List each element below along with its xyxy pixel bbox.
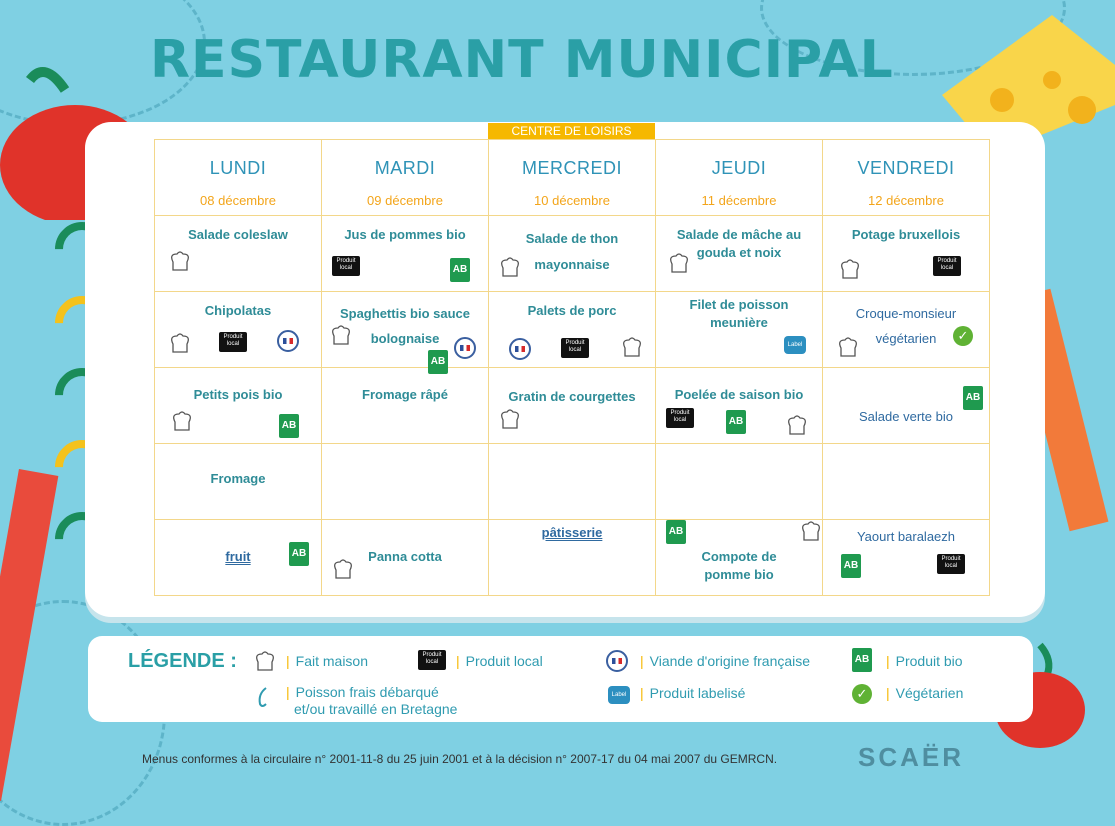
menu-cell xyxy=(322,368,489,444)
chef-hat-icon xyxy=(786,414,808,438)
day-header xyxy=(656,140,823,216)
chef-hat-icon xyxy=(499,256,521,280)
organic-ab-icon: AB xyxy=(450,258,470,282)
menu-cell xyxy=(656,368,823,444)
menu-cell xyxy=(656,444,823,520)
dish-name: Yaourt baralaezh xyxy=(856,529,956,544)
dish-name: Petits pois bio xyxy=(193,387,283,402)
leisure-centre-tab: CENTRE DE LOISIRS xyxy=(488,123,655,139)
legend-item-viande: | Viande d'origine française xyxy=(640,653,811,669)
day-name: JEUDI xyxy=(711,158,767,178)
menu-cell xyxy=(823,520,990,596)
menu-cell xyxy=(322,520,489,596)
day-header xyxy=(489,140,656,216)
dish-name: Filet de poisson meunière xyxy=(689,297,789,330)
menu-cell xyxy=(489,444,656,520)
menu-cell xyxy=(322,216,489,292)
legend-item-fait-maison: | Fait maison xyxy=(286,653,368,669)
menu-cell xyxy=(656,520,823,596)
day-header xyxy=(155,140,322,216)
legend-label: Poisson frais débarqué xyxy=(295,684,439,700)
legend-label: Produit labelisé xyxy=(649,685,746,701)
dish-name: Jus de pommes bio xyxy=(344,227,466,242)
dish-name: Gratin de courgettes xyxy=(508,389,636,404)
menu-row-side xyxy=(155,368,990,444)
organic-ab-icon: AB xyxy=(852,648,872,672)
legend-label: Produit bio xyxy=(895,653,963,669)
menu-cell xyxy=(155,444,322,520)
menu-row-main xyxy=(155,292,990,368)
legend-item-produit-bio: | Produit bio xyxy=(886,653,963,669)
local-product-icon: Produit local xyxy=(933,256,961,276)
local-product-icon: Produit local xyxy=(219,332,247,352)
menu-cell xyxy=(823,368,990,444)
organic-ab-icon: AB xyxy=(428,350,448,374)
dish-name: Poelée de saison bio xyxy=(674,387,804,402)
menu-cell xyxy=(656,292,823,368)
organic-ab-icon: AB xyxy=(279,414,299,438)
footer-note: Menus conformes à la circulaire n° 2001-11-8 du 25 juin 2001 et à la décision n° 2007-17 du 04 mai 2007 du GEMRCN. xyxy=(142,752,778,766)
legend-label: Végétarien xyxy=(895,685,964,701)
legend-item-labelise: | Produit labelisé xyxy=(640,685,746,701)
day-name: MARDI xyxy=(374,158,436,178)
organic-ab-icon: AB xyxy=(726,410,746,434)
day-name: MERCREDI xyxy=(521,158,622,178)
chef-hat-icon xyxy=(332,558,354,582)
page-title: RESTAURANT MUNICIPAL xyxy=(150,30,894,90)
french-meat-icon xyxy=(277,330,299,352)
day-header xyxy=(823,140,990,216)
dish-name: Croque-monsieur végétarien xyxy=(855,306,957,346)
chef-hat-icon xyxy=(169,250,191,274)
day-date: 12 décembre xyxy=(868,193,944,208)
organic-ab-icon: AB xyxy=(963,386,983,410)
dish-name: Potage bruxellois xyxy=(851,227,961,242)
fish-hook-icon xyxy=(254,686,272,708)
dish-link[interactable]: pâtisserie xyxy=(541,525,603,540)
legend-panel xyxy=(88,636,1033,722)
day-date: 08 décembre xyxy=(200,193,276,208)
menu-cell xyxy=(823,216,990,292)
menu-cell xyxy=(823,444,990,520)
chef-hat-icon xyxy=(171,410,193,434)
chef-hat-icon xyxy=(837,336,859,360)
dish-name: Panna cotta xyxy=(368,549,442,564)
chef-hat-icon xyxy=(668,252,690,276)
vegetarian-icon: ✓ xyxy=(852,684,872,704)
dish-name: Chipolatas xyxy=(204,303,272,318)
menu-cell xyxy=(155,216,322,292)
menu-row-cheese xyxy=(155,444,990,520)
chef-hat-icon xyxy=(254,650,276,674)
french-meat-icon xyxy=(454,337,476,359)
dish-name: Spaghettis bio sauce bolognaise xyxy=(339,306,471,346)
menu-cell xyxy=(823,292,990,368)
menu-cell xyxy=(155,292,322,368)
dish-name: Salade coleslaw xyxy=(188,227,288,242)
legend-item-poisson: | Poisson frais débarqué et/ou travaillé en Bretagne xyxy=(280,684,457,718)
local-product-icon: Produit local xyxy=(561,338,589,358)
day-date: 10 décembre xyxy=(534,193,610,208)
legend-item-vegetarien: | Végétarien xyxy=(886,685,964,701)
organic-ab-icon: AB xyxy=(666,520,686,544)
chef-hat-icon xyxy=(169,332,191,356)
menu-table xyxy=(154,139,990,596)
dish-name: Fromage xyxy=(210,471,266,486)
chef-hat-icon xyxy=(499,408,521,432)
legend-label: et/ou travaillé en Bretagne xyxy=(294,701,458,717)
labelled-product-icon: Label xyxy=(608,686,630,704)
local-product-icon: Produit local xyxy=(666,408,694,428)
chef-hat-icon xyxy=(800,520,822,544)
brand-logo: SCAËR xyxy=(858,742,965,772)
dish-link[interactable]: fruit xyxy=(225,549,251,564)
french-meat-icon xyxy=(509,338,531,360)
menu-cell xyxy=(656,216,823,292)
local-product-icon: Produit local xyxy=(418,650,446,670)
dish-name: Palets de porc xyxy=(527,303,617,318)
menu-cell xyxy=(489,292,656,368)
organic-ab-icon: AB xyxy=(841,554,861,578)
local-product-icon: Produit local xyxy=(937,554,965,574)
vegetarian-icon: ✓ xyxy=(953,326,973,346)
legend-title: LÉGENDE : xyxy=(128,650,237,672)
menu-cell xyxy=(155,520,322,596)
local-product-icon: Produit local xyxy=(332,256,360,276)
menu-cell xyxy=(489,368,656,444)
organic-ab-icon: AB xyxy=(289,542,309,566)
day-date: 11 décembre xyxy=(701,193,777,208)
menu-cell xyxy=(489,520,656,596)
menu-cell xyxy=(155,368,322,444)
menu-cell xyxy=(322,292,489,368)
chef-hat-icon xyxy=(621,336,643,360)
legend-label: Produit local xyxy=(465,653,543,669)
dish-name: Salade de mâche au gouda et noix xyxy=(676,227,802,260)
day-header-row xyxy=(155,140,990,216)
day-header xyxy=(322,140,489,216)
chef-hat-icon xyxy=(839,258,861,282)
dish-name: Fromage râpé xyxy=(362,387,448,402)
menu-row-dessert xyxy=(155,520,990,596)
legend-item-produit-local: | Produit local xyxy=(456,653,543,669)
menu-cell xyxy=(322,444,489,520)
dish-name: Compote de pomme bio xyxy=(701,549,777,582)
dish-name: Salade verte bio xyxy=(859,409,953,424)
menu-row-starter xyxy=(155,216,990,292)
day-name: LUNDI xyxy=(209,158,267,178)
day-name: VENDREDI xyxy=(857,158,955,178)
legend-label: Viande d'origine française xyxy=(649,653,811,669)
legend-label: Fait maison xyxy=(295,653,368,669)
labelled-product-icon: Label xyxy=(784,336,806,354)
menu-cell xyxy=(489,216,656,292)
french-meat-icon xyxy=(606,650,628,672)
chef-hat-icon xyxy=(330,324,352,348)
dish-name: Salade de thon mayonnaise xyxy=(525,231,619,272)
day-date: 09 décembre xyxy=(367,193,443,208)
